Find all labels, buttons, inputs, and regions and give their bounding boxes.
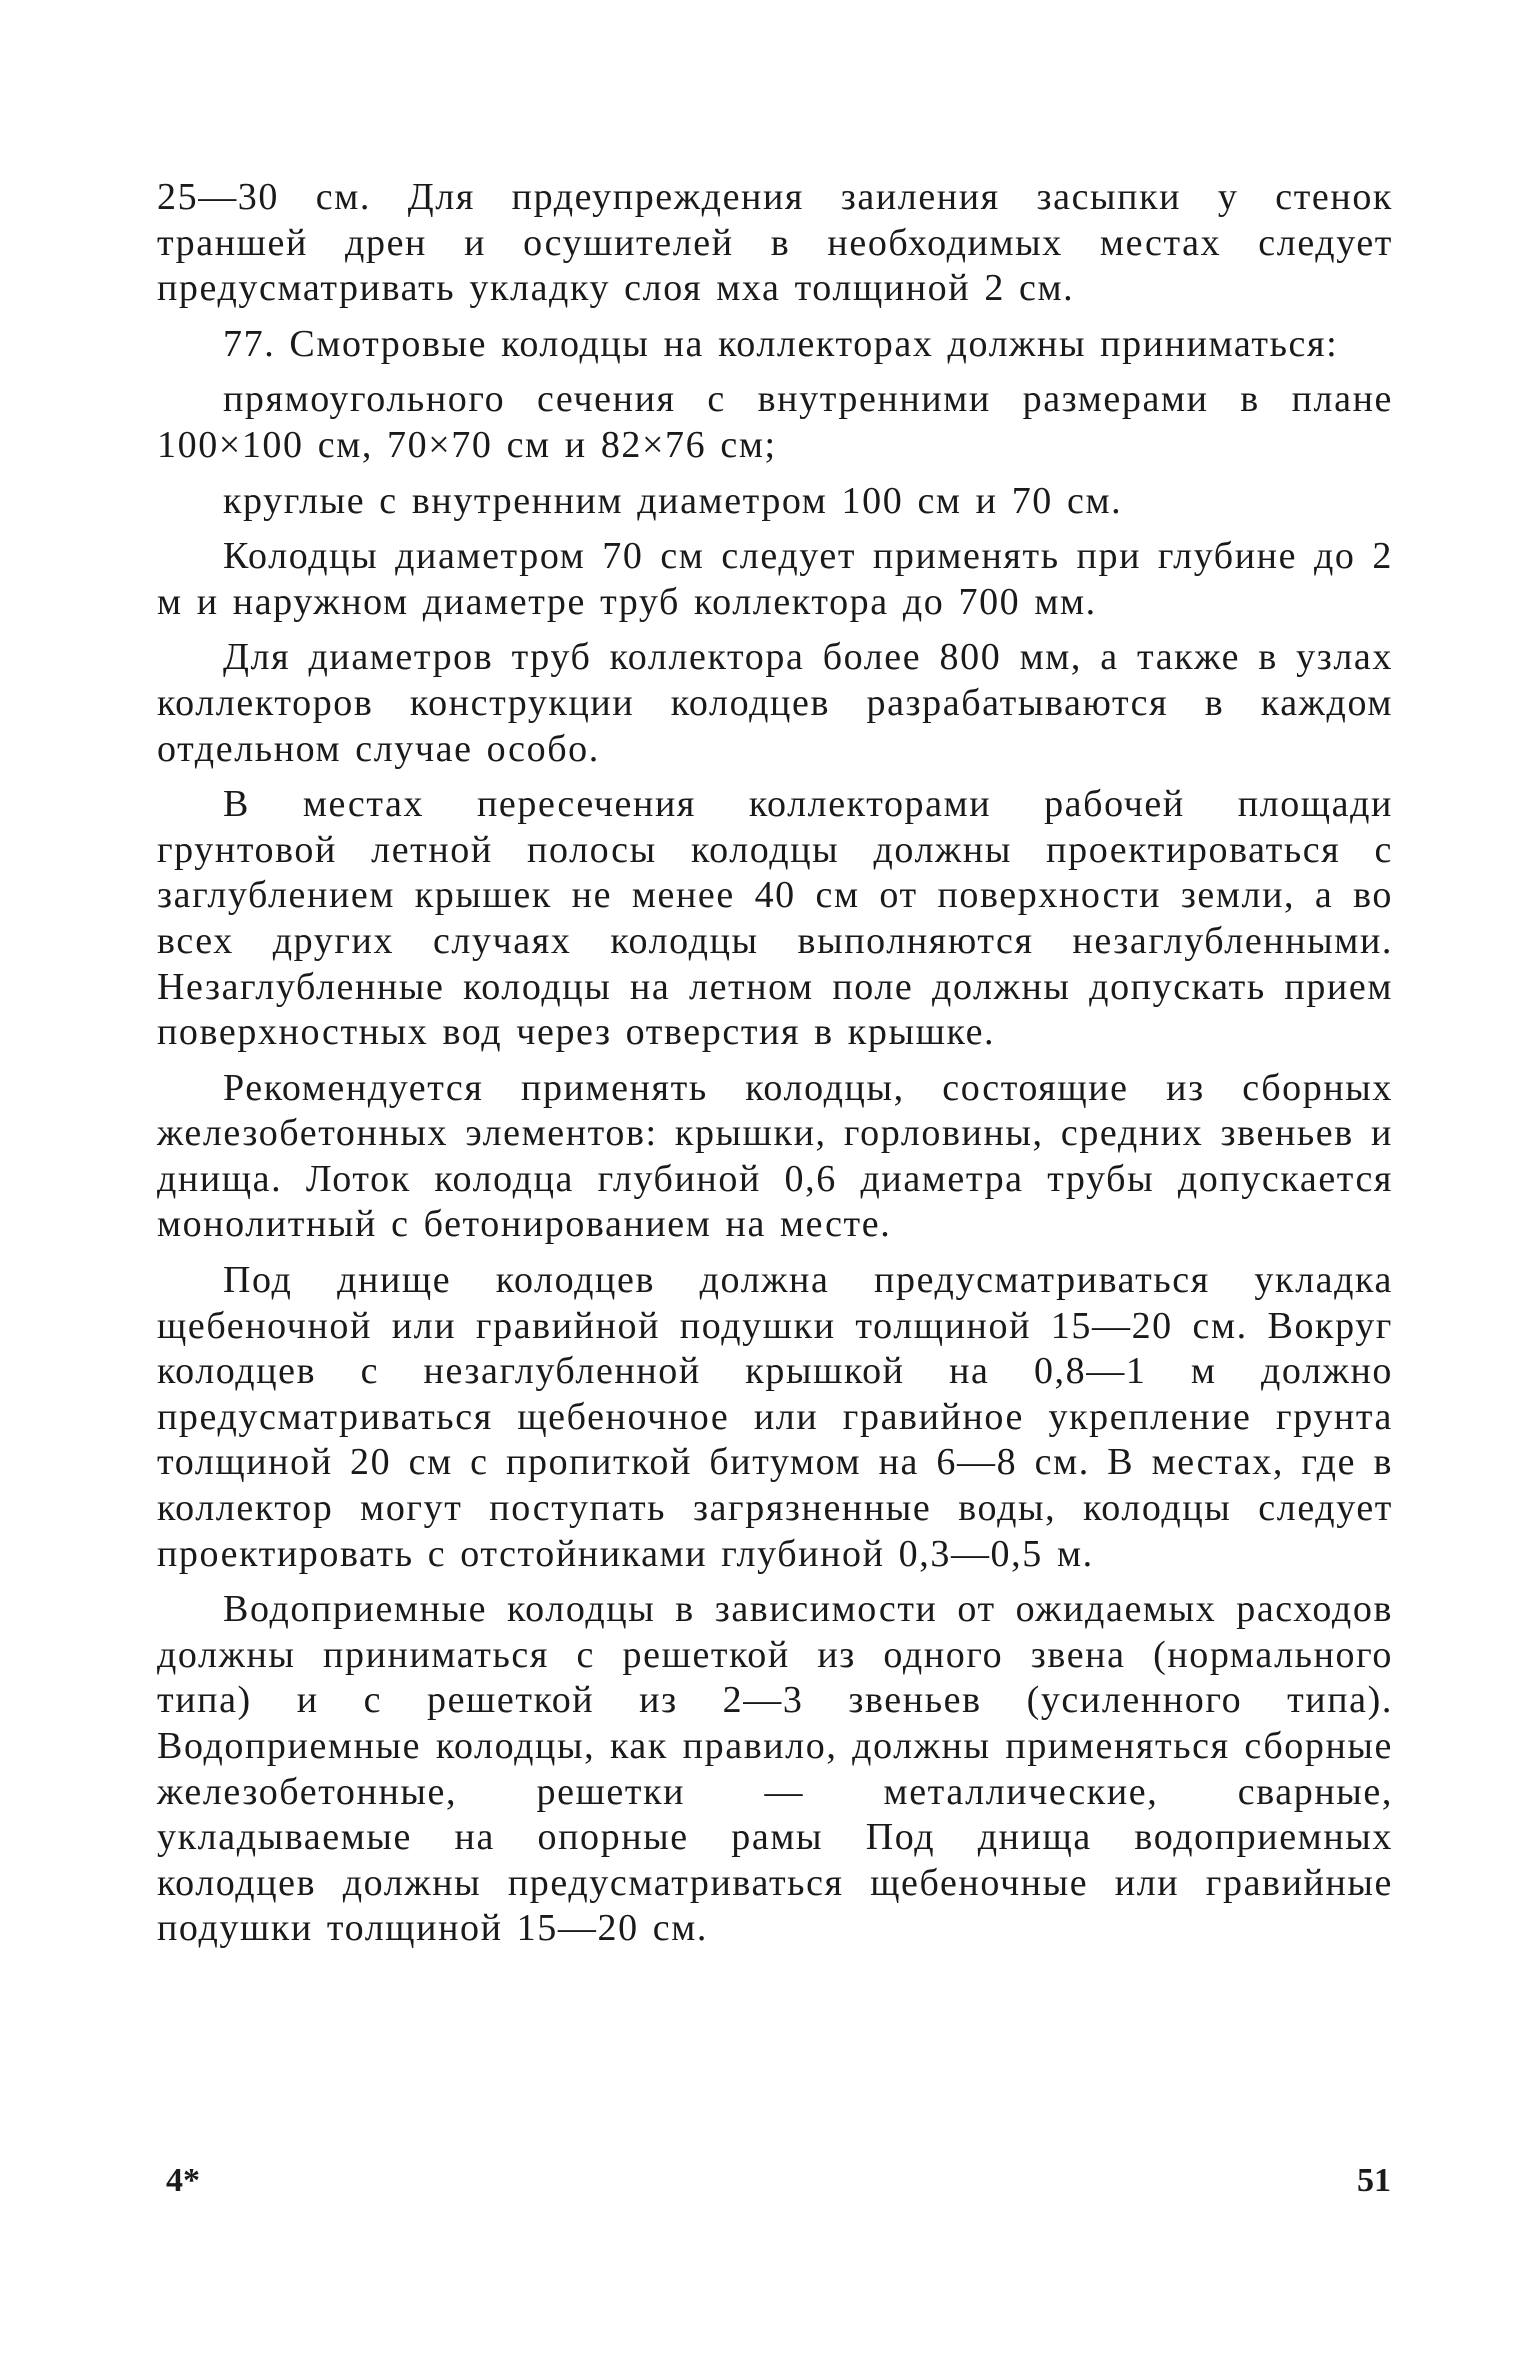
paragraph-1: 25—30 см. Для прдеупреждения заиления засыпки у стенок траншей дрен и осушителей в необходимых местах следует предусматривать укладку слоя мха толщиной 2 см. [157,176,1393,310]
signature-mark: 4* [166,2162,200,2199]
paragraph-3: прямоугольного сечения с внутренними размерами в плане 100×100 см, 70×70 см и 82×76 см; [157,378,1393,466]
paragraph-9: Под днище колодцев должна предусматриваться укладка щебеночной или гравийной подушки толщиной 15—20 см. Вокруг колодцев с незаглубленной крышкой на 0,8—1 м должно предусматриваться щебеночное или гравийное укрепление грунта толщиной 20 см с пропиткой битумом на 6—8 см. В местах, где в коллектор могут поступать загрязненные воды, колодцы следует проектировать с отстойниками глубиной 0,3—0,5 м. [157,1259,1393,1575]
page-body [157,175,1393,1962]
paragraph-6: Для диаметров труб коллектора более 800 мм, а также в узлах коллекторов конструкции колодцев разрабатываются в каждом отдельном случае особо. [157,636,1393,770]
paragraph-8: Рекомендуется применять колодцы, состоящие из сборных железобетонных элементов: крышки, горловины, средних звеньев и днища. Лоток колодца глубиной 0,6 диаметра трубы допускается монолитный с бетонированием на месте. [157,1066,1393,1246]
paragraph-4: круглые с внутренним диаметром 100 см и 70 см. [223,479,1123,522]
paragraph-2: 77. Смотровые колодцы на коллекторах должны приниматься: [223,322,1339,365]
paragraph-7: В местах пересечения коллекторами рабочей площади грунтовой летной полосы колодцы должны проектироваться с заглублением крышек не менее 40 см от поверхности земли, а во всех других случаях колодцы выполняются незаглубленными. Незаглубленные колодцы на летном поле должны допускать прием поверхностных вод через отверстия в крышке. [157,783,1393,1054]
paragraph-5: Колодцы диаметром 70 см следует применять при глубине до 2 м и наружном диаметре труб коллектора до 700 мм. [157,535,1393,623]
paragraph-10: Водоприемные колодцы в зависимости от ожидаемых расходов должны приниматься с решеткой из одного звена (нормального типа) и с решеткой из 2—3 звеньев (усиленного типа). Водоприемные колодцы, как правило, должны применяться сборные железобетонные, решетки — металлические, сварные, укладываемые на опорные рамы Под днища водоприемных колодцев должны предусматриваться щебеночные или гравийные подушки толщиной 15—20 см. [157,1588,1393,1950]
page-number: 51 [1357,2162,1391,2199]
